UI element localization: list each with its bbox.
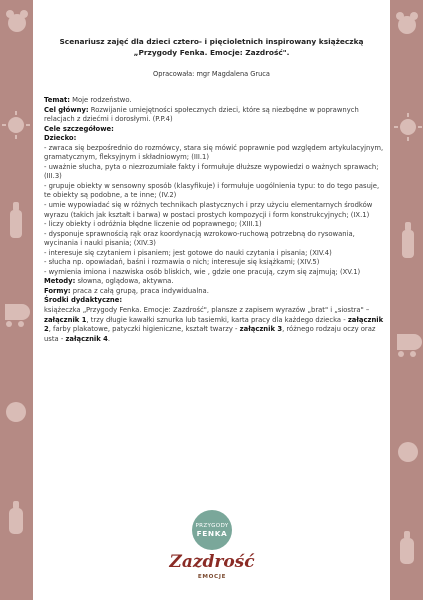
- goal-item: - interesuje się czytaniem i pisaniem; jest gotowe do nauki czytania i pisania; (XIV.4): [44, 248, 332, 257]
- logo-badge: [192, 510, 232, 550]
- attachment-1: załącznik 1: [44, 315, 87, 324]
- teddy-bear-icon: [4, 8, 30, 34]
- main-goal-text: Rozwijanie umiejętności społecznych dzieci, które są niezbędne w poprawnych relacjach z dziećmi i dorosłymi. (P.P.4): [44, 105, 359, 124]
- goal-item: - dysponuje sprawnością rąk oraz koordynacją wzrokowo-ruchową potrzebną do rysowania, wycinania i nauki pisania; (XIV.3): [44, 229, 355, 248]
- baby-bottle-icon: [3, 200, 29, 240]
- goal-item: - wymienia imiona i nazwiska osób bliskich, wie , gdzie one pracują, czym się zajmują; (XV.1): [44, 267, 361, 276]
- attachment-3: załącznik 3: [239, 325, 283, 334]
- header-line-2: „Przygody Fenka. Emocje: Zazdrość".: [133, 47, 290, 57]
- book-logo: [160, 510, 264, 588]
- teddy-bear-icon: [394, 10, 420, 36]
- topic-label: Temat:: [44, 96, 70, 104]
- forms-text: praca z całą grupą, praca indywidualna.: [70, 286, 209, 295]
- goal-item: - zwraca się bezpośrednio do rozmówcy, stara się mówić poprawnie pod względem artykulacyjnym, gramatycznym, fleksyjnym i składniowym; (III.1): [44, 143, 384, 162]
- methods-text: słowna, oglądowa, aktywna.: [75, 277, 174, 286]
- document-sheet: [33, 0, 390, 600]
- baby-bottle-icon: [395, 220, 421, 260]
- goal-item: - liczy obiekty i odróżnia błędne liczenie od poprawnego; (XIII.1): [44, 220, 262, 229]
- logo-line-2: FENKA: [196, 529, 228, 538]
- ball-icon: [4, 400, 28, 424]
- topic-line: [44, 96, 388, 106]
- author-line: Opracowała: mgr Magdalena Gruca: [153, 70, 270, 78]
- materials-heading: Środki dydaktyczne:: [44, 296, 123, 305]
- specific-goals-heading: Cele szczegółowe:: [44, 124, 114, 133]
- methods-label: Metody:: [44, 277, 76, 286]
- goal-item: - uważnie słucha, pyta o niezrozumiałe fakty i formułuje dłuższe wypowiedzi o ważnych sprawach; (III.3): [44, 162, 379, 181]
- forms-label: Formy:: [44, 286, 71, 295]
- document-body: [44, 96, 388, 344]
- bottle-icon: [394, 530, 420, 566]
- attachment-4: załącznik 4: [65, 334, 108, 343]
- stroller-icon: [394, 330, 422, 358]
- attachment-2: załącznik 2: [44, 315, 384, 334]
- main-goal: [44, 106, 388, 125]
- sun-icon: [394, 112, 422, 142]
- logo-subtitle: EMOCJE: [197, 574, 227, 580]
- topic-text: Moje rodzeństwo.: [69, 96, 132, 104]
- document-header: [33, 37, 390, 58]
- logo-title: Zazdrość: [169, 552, 255, 572]
- methods-line: [44, 277, 388, 287]
- stroller-icon: [2, 300, 30, 328]
- goal-item: - słucha np. opowiadań, baśni i rozmawia o nich; interesuje się książkami; (XIV.5): [44, 258, 320, 267]
- main-goal-label: Cel główny:: [44, 105, 89, 114]
- sun-icon: [2, 110, 30, 140]
- goal-item: - umie wypowiadać się w różnych technikach plastycznych i przy użyciu elementarnych środków wyrazu (takich jak kształt i barwa) w postaci prostych kompozycji i form konstrukcyjnych; (IX.1): [44, 201, 373, 219]
- materials-text: książeczka „Przygody Fenka. Emocje: Zazdrość", plansze z zapisem wyrazów „brat" i „siostra" – załącznik 1, trzy długie kawałki sznurka lub tasiemki, karta pracy dla każdego dziecka - załącznik 2, farby plakatowe, patyczki higieniczne, kształt twarzy - załącznik 3, różnego rodzaju oczy oraz usta - załącznik 4.: [44, 306, 384, 343]
- child-heading: Dziecko:: [44, 134, 77, 143]
- bottle-icon: [3, 500, 29, 536]
- ball-icon: [396, 440, 420, 464]
- goal-item: - grupuje obiekty w sensowny sposób (klasyfikuje) i formułuje uogólnienia typu: to do tego pasuje, te obiekty są podobne, a te inne; (IV.2): [44, 181, 380, 200]
- header-line-1: Scenariusz zajęć dla dzieci cztero- i pięcioletnich inspirowany książeczką: [59, 37, 364, 46]
- logo-line-1: PRZYGODY: [195, 523, 229, 529]
